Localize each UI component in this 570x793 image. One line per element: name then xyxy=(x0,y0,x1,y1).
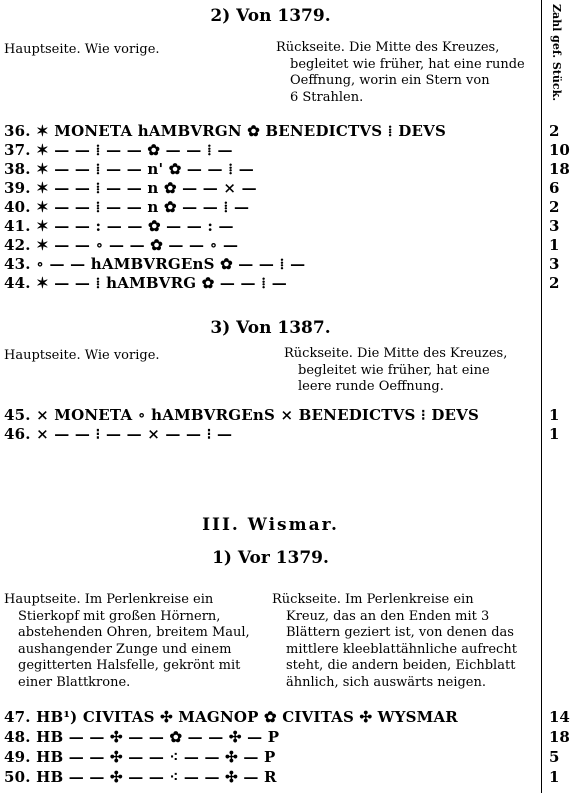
table-row: 36. ✶ MONETA hAMBVRGN ✿ BENEDICTVS ⁞ DEVS xyxy=(4,122,446,140)
reverse-line: 6 Strahlen. xyxy=(290,89,364,105)
count: 1 xyxy=(549,406,560,424)
obverse-line: gegitterten Halsfelle, gekrönt mit xyxy=(18,658,241,673)
obverse-line: aushangender Zunge und einem xyxy=(18,641,232,657)
table-row: 39. ✶ — — ⁞ — — n ✿ — — × — xyxy=(4,179,257,197)
reverse-description xyxy=(284,346,534,396)
table-row: 42. ✶ — — ∘ — — ✿ — — ∘ — xyxy=(4,236,239,254)
reverse-line: Rückseite. Die Mitte des Kreuzes, xyxy=(284,346,508,361)
reverse-line: Oeffnung, worin ein Stern von xyxy=(290,73,490,88)
reverse-line: begleitet wie früher, hat eine xyxy=(298,362,490,378)
obverse-line: Hauptseite. Im Perlenkreise ein xyxy=(4,592,214,607)
count: 2 xyxy=(549,122,560,140)
reverse-description xyxy=(272,592,534,691)
table-row: 43. ∘ — — hAMBVRGEnS ✿ — — ⁞ — xyxy=(4,255,306,273)
section-heading: 2) Von 1379. xyxy=(210,6,331,26)
table-row: 48. HB — — ✣ — — ✿ — — ✣ — P xyxy=(4,728,280,746)
table-row: 50. HB — — ✣ — — ⁖ — — ✣ — R xyxy=(4,768,277,786)
table-row: 49. HB — — ✣ — — ⁖ — — ✣ — P xyxy=(4,748,276,766)
count: 14 xyxy=(549,708,570,726)
reverse-line: steht, die andern beiden, Eichblatt xyxy=(286,658,516,673)
table-row: 41. ✶ — — : — — ✿ — — : — xyxy=(4,217,234,235)
count: 3 xyxy=(549,217,560,235)
obverse-description: Hauptseite. Wie vorige. xyxy=(4,348,160,363)
count: 10 xyxy=(549,141,570,159)
obverse-line: einer Blattkrone. xyxy=(18,674,131,690)
table-row: 47. HB¹) CIVITAS ✣ MAGNOP ✿ CIVITAS ✣ WYSMAR xyxy=(4,708,458,726)
count: 1 xyxy=(549,425,560,443)
column-divider xyxy=(541,0,542,793)
reverse-line: Blättern geziert ist, von denen das xyxy=(286,625,514,640)
city-heading: III. Wismar. xyxy=(202,515,339,535)
table-row: 45. × MONETA ∘ hAMBVRGEnS × BENEDICTVS ⁝ DEVS xyxy=(4,406,480,424)
reverse-line: mittlere kleeblattähnliche aufrecht xyxy=(286,641,517,657)
reverse-line: Rückseite. Die Mitte des Kreuzes, xyxy=(276,40,500,55)
count: 18 xyxy=(549,728,570,746)
reverse-description xyxy=(276,40,534,106)
count: 2 xyxy=(549,274,560,292)
table-row: 38. ✶ — — ⁞ — — n' ✿ — — ⁞ — xyxy=(4,160,254,178)
side-header: Zahl gef. Stück. xyxy=(550,4,563,102)
obverse-description: Hauptseite. Wie vorige. xyxy=(4,42,160,57)
table-row: 46. × — — ⁝ — — × — — ⁝ — xyxy=(4,425,233,443)
count: 18 xyxy=(549,160,570,178)
reverse-line: begleitet wie früher, hat eine runde xyxy=(290,56,525,72)
count: 1 xyxy=(549,768,560,786)
obverse-line: Stierkopf mit großen Hörnern, xyxy=(18,608,221,624)
section-heading: 1) Vor 1379. xyxy=(212,548,329,568)
count: 5 xyxy=(549,748,560,766)
count: 2 xyxy=(549,198,560,216)
obverse-description xyxy=(4,592,266,691)
count: 6 xyxy=(549,179,560,197)
table-row: 40. ✶ — — ⁞ — — n ✿ — — ⁞ — xyxy=(4,198,250,216)
obverse-line: abstehenden Ohren, breitem Maul, xyxy=(18,625,250,640)
table-row: 37. ✶ — — ⁞ — — ✿ — — ⁞ — xyxy=(4,141,233,159)
reverse-line: ähnlich, sich auswärts neigen. xyxy=(286,674,487,690)
reverse-line: Rückseite. Im Perlenkreise ein xyxy=(272,592,474,607)
reverse-line: leere runde Oeffnung. xyxy=(298,379,444,394)
count: 1 xyxy=(549,236,560,254)
section-heading: 3) Von 1387. xyxy=(210,318,331,338)
reverse-line: Kreuz, das an den Enden mit 3 xyxy=(286,608,490,624)
table-row: 44. ✶ — — ⁞ hAMBVRG ✿ — — ⁞ — xyxy=(4,274,287,292)
count: 3 xyxy=(549,255,560,273)
